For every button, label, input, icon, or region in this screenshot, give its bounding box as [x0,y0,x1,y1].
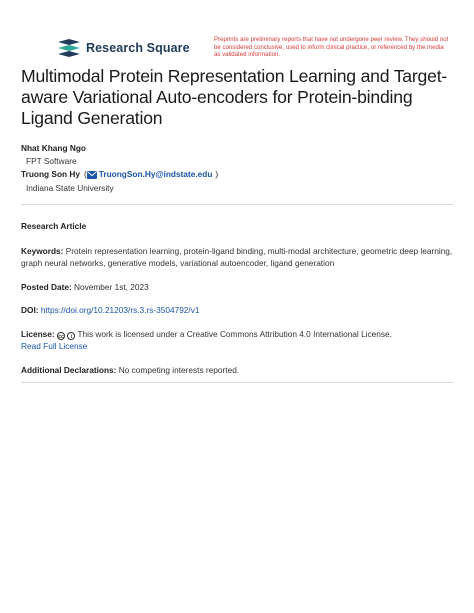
doi-label: DOI: [21,305,39,315]
license-label: License: [21,329,55,339]
author-entry [21,142,218,155]
article-type [21,221,453,233]
license-section [21,329,453,352]
preprint-notice: Preprints are preliminary reports that have not undergone peer review. They should not be considered conclusive, used to inform clinical practice, or referenced by the media as validated information. [214,36,449,59]
author-affiliation: FPT Software [26,156,77,167]
author-entry [21,168,218,181]
research-square-logo[interactable] [58,38,190,58]
author-name: Truong Son Hy [21,169,80,180]
keywords-label: Keywords: [21,246,64,256]
author-email-link[interactable]: TruongSon.Hy@indstate.edu [98,169,213,180]
email-paren-open: ( [84,169,87,180]
email-paren-close: ) [215,169,219,180]
author-list [21,142,218,195]
research-square-logo-icon [58,39,80,57]
keywords-value: Protein representation learning, protein-ligand binding, multi-modal architecture, geometric deep learning, graph neural networks, generative models, variational autoencoder, ligand generation [21,246,453,268]
attribution-icon: i [67,332,75,340]
declarations-label: Additional Declarations: [21,365,117,375]
author-affiliation: Indiana State University [26,182,114,193]
posted-date-value: November 1st, 2023 [74,282,149,292]
declarations-section [21,365,453,377]
envelope-icon [87,171,97,179]
brand-name: Research Square [86,41,190,55]
paper-title: Multimodal Protein Representation Learning and Target-aware Variational Auto-encoders for Protein-binding Ligand Generation [21,66,448,128]
creative-commons-icon: cc [58,334,64,340]
doi-section [21,305,453,317]
section-divider [21,204,453,205]
posted-date-section [21,282,453,294]
section-divider [21,382,453,383]
license-text: This work is licensed under a Creative Commons Attribution 4.0 International License. [77,329,392,339]
read-full-license-link[interactable]: Read Full License [21,340,88,351]
declarations-value: No competing interests reported. [118,365,240,375]
keywords-section [21,246,453,269]
article-type-label: Research Article [21,221,87,231]
author-name: Nhat Khang Ngo [21,143,86,153]
doi-link[interactable]: https://doi.org/10.21203/rs.3.rs-3504792/v1 [40,305,200,315]
posted-date-label: Posted Date: [21,282,72,292]
